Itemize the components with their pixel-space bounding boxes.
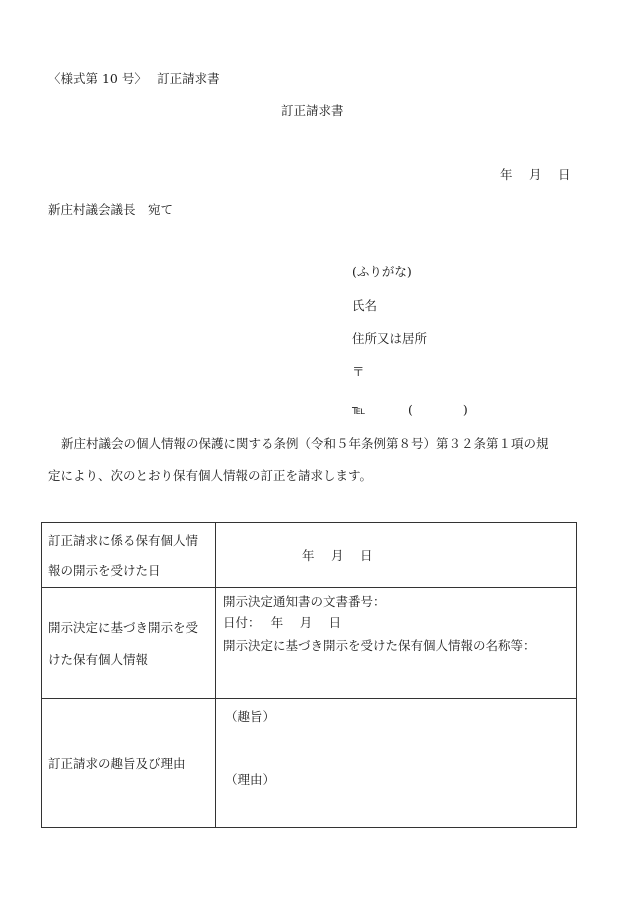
reason-label: （理由） [225,772,276,787]
date-line: 年 月 日 [500,167,571,182]
row1-label-line-1: 訂正請求に係る保有個人情 [48,533,199,548]
body-text-line-1: 新庄村議会の個人情報の保護に関する条例（令和５年条例第８号）第３２条第１項の規 [61,436,549,451]
disclosure-date-value: 年 月 日 [302,548,373,563]
row2-label-line-2: けた保有個人情報 [48,652,149,667]
row3-label-cell [42,699,216,828]
purpose-label: （趣旨） [225,709,276,724]
furigana-label: (ふりがな) [352,264,412,279]
row1-label-line-2: 報の開示を受けた日 [48,563,161,578]
table-row [42,588,577,699]
document-title: 訂正請求書 [281,103,344,118]
notice-date: 日付： 年 月 日 [223,615,342,630]
row3-label: 訂正請求の趣旨及び理由 [48,756,186,771]
correction-request-table [41,522,577,828]
table-row [42,523,577,588]
tel-mark: ℡ [352,402,366,417]
postal-mark: 〒 [352,364,365,379]
row2-label-cell [42,588,216,699]
tel-parentheses: ( ) [408,402,468,417]
disclosed-info-name: 開示決定に基づき開示を受けた保有個人情報の名称等： [223,638,536,653]
body-text-line-2: 定により、次のとおり保有個人情報の訂正を請求します。 [48,468,373,483]
row1-value-cell[interactable] [216,523,577,588]
name-label: 氏名 [352,298,378,313]
form-number-label: 〈様式第 10 号〉 訂正請求書 [48,71,220,86]
notice-document-number: 開示決定通知書の文書番号： [223,594,386,609]
address-label: 住所又は居所 [352,331,428,346]
addressee: 新庄村議会議長 宛て [48,202,174,217]
row2-label-line-1: 開示決定に基づき開示を受 [48,620,199,635]
row2-value-cell[interactable] [216,588,577,699]
row3-value-cell[interactable] [216,699,577,828]
table-row [42,699,577,828]
row1-label-cell [42,523,216,588]
